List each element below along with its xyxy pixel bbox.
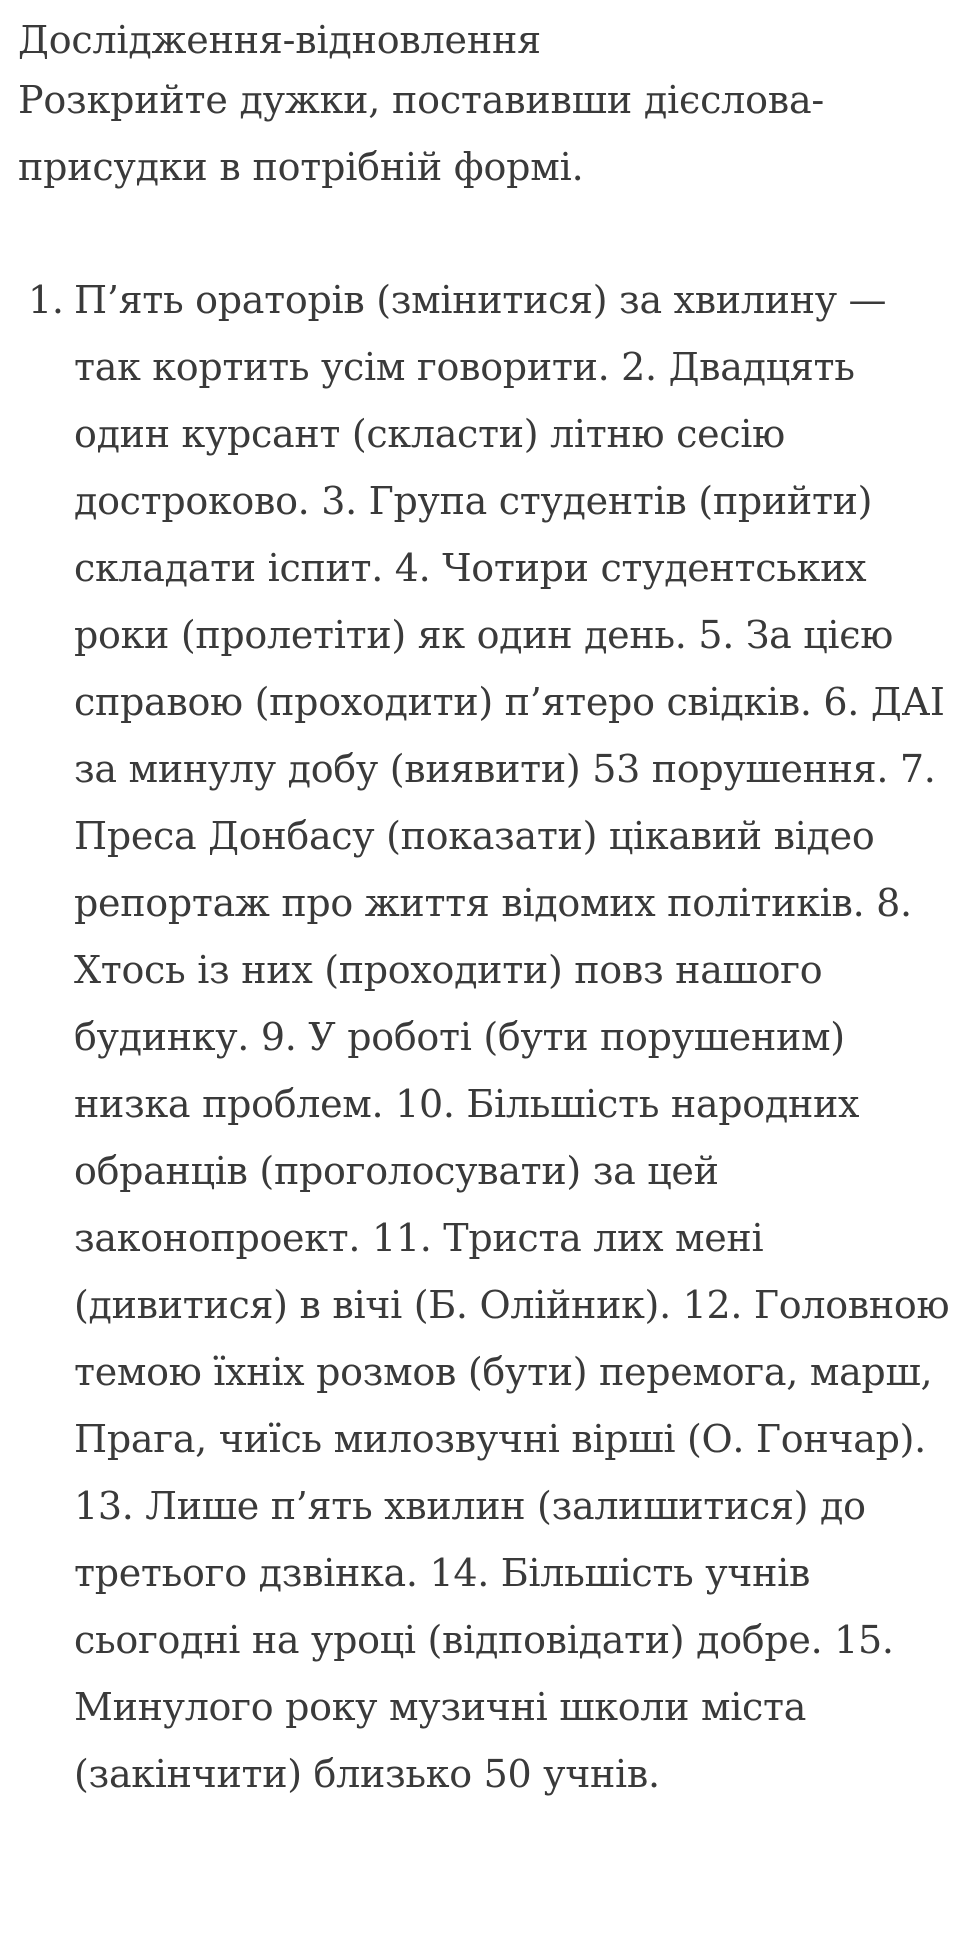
exercise-instructions: Розкрийте дужки, поставивши дієслова-присудки в потрібній формі.	[18, 78, 825, 189]
exercise-item	[18, 267, 954, 1808]
exercise-list	[18, 267, 950, 1808]
exercise-heading: Дослідження-відновлення	[18, 18, 541, 62]
exercise-text: П’ять ораторів (змінитися) за хвилину — так кортить усім говорити. 2. Двадцять один курсант (скласти) літню сесію достроково. 3. Група студентів (прийти) складати іспит. 4. Чотири студентських роки (пролетіти) як один день. 5. За цією справою (проходити) п’ятеро свідків. 6. ДАІ за минулу добу (виявити) 53 порушення. 7. Преса Донбасу (показати) цікавий відео репортаж про життя відомих політиків. 8. Хтось із них (проходити) повз нашого будинку. 9. У роботі (бути порушеним) низка проблем. 10. Більшість народних обранців (проголосувати) за цей законопроект. 11. Триста лих мені (дивитися) в вічі (Б. Олійник). 12. Головною темою їхніх розмов (бути) перемога, марш, Прага, чиїсь милозвучні вірші (О. Гончар). 13. Лише п’ять хвилин (залишитися) до третього дзвінка. 14. Більшість учнів сьогодні на уроці (відповідати) добре. 15. Минулого року музичні школи міста (закінчити) близько 50 учнів.	[74, 278, 950, 1796]
list-item-number: 1.	[28, 278, 64, 322]
